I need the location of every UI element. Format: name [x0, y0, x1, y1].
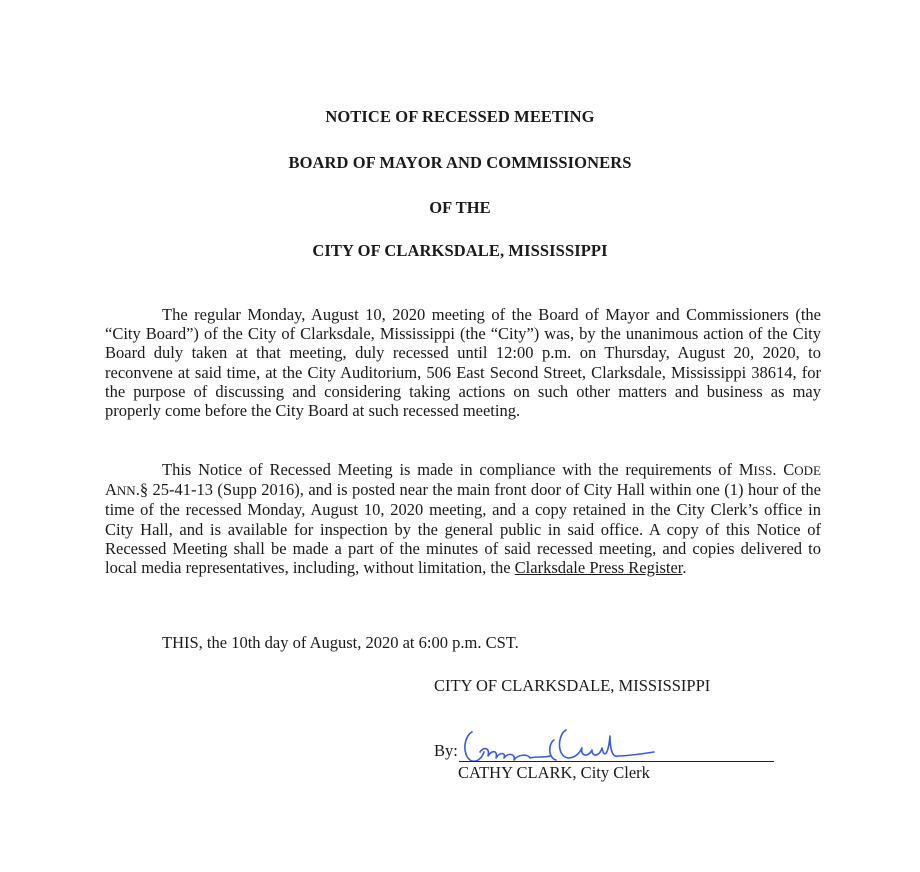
signer-name: CATHY CLARK, City Clerk — [458, 763, 650, 782]
signature-line — [459, 761, 774, 762]
paragraph-compliance: This Notice of Recessed Meeting is made in compliance with the requirements of MISS. CODE ANN.§ 25-41-13 (Supp 2016), and is posted near the main front door of City Hall within one (1) hour of the time of the recessed Monday, August 10, 2020 meeting, and a copy retained in the City Clerk’s office in City Hall, and is available for inspection by the general public in said office. A copy of this Notice of Recessed Meeting shall be made a part of the minutes of said recessed meeting, and copies delivered to local media representatives, including, without limitation, the Clarksdale Press Register. — [105, 460, 821, 578]
board-heading: BOARD OF MAYOR AND COMMISSIONERS — [288, 153, 632, 172]
citation-ode: ODE — [794, 463, 821, 478]
citation-c: C — [783, 460, 795, 479]
citation-m: M — [738, 460, 754, 479]
paragraph-recess — [105, 305, 821, 420]
notice-title: NOTICE OF RECESSED MEETING — [325, 107, 595, 126]
signing-entity: CITY OF CLARKSDALE, MISSISSIPPI — [434, 676, 711, 695]
of-the-heading: OF THE — [429, 198, 491, 217]
dateline: THIS, the 10th day of August, 2020 at 6:00 p.m. CST. — [162, 633, 519, 652]
compliance-end: . — [682, 558, 687, 578]
citation-a: A — [105, 480, 117, 500]
by-label: By: — [434, 741, 458, 760]
citation-nn: NN — [116, 483, 136, 499]
citation-iss: ISS — [753, 463, 773, 478]
newspaper-name: Clarksdale Press Register — [514, 558, 683, 578]
city-heading: CITY OF CLARKSDALE, MISSISSIPPI — [312, 241, 608, 260]
compliance-intro: This Notice of Recessed Meeting is made in compliance with the requirements of — [162, 460, 739, 479]
paragraph-recess-text: The regular Monday, August 10, 2020 meeting of the Board of Mayor and Commissioners (the “City Board”) of the City of Clarksdale, Mississippi (the “City”) was, by the unanimous action of the City Board duly taken at that meeting, duly recessed until 12:00 p.m. on Thursday, August 20, 2020, to reconvene at said time, at the City Auditorium, 506 East Second Street, Clarksdale, Mississippi 38614, for the purpose of discussing and considering taking actions on such other matters and business as may properly come before the City Board at such recessed meeting. — [105, 305, 821, 421]
compliance-body: § 25-41-13 (Supp 2016), and is posted near the main front door of City Hall within one (1) hour of the time of the recessed Monday, August 10, 2020 meeting, and a copy retained in the City Clerk’s office in City Hall, and is available for inspection by the general public in said office. A copy of this Notice of Recessed Meeting shall be made a part of the minutes of said recessed meeting, and copies delivered to local media representatives, including, without limitation, the — [105, 480, 821, 578]
